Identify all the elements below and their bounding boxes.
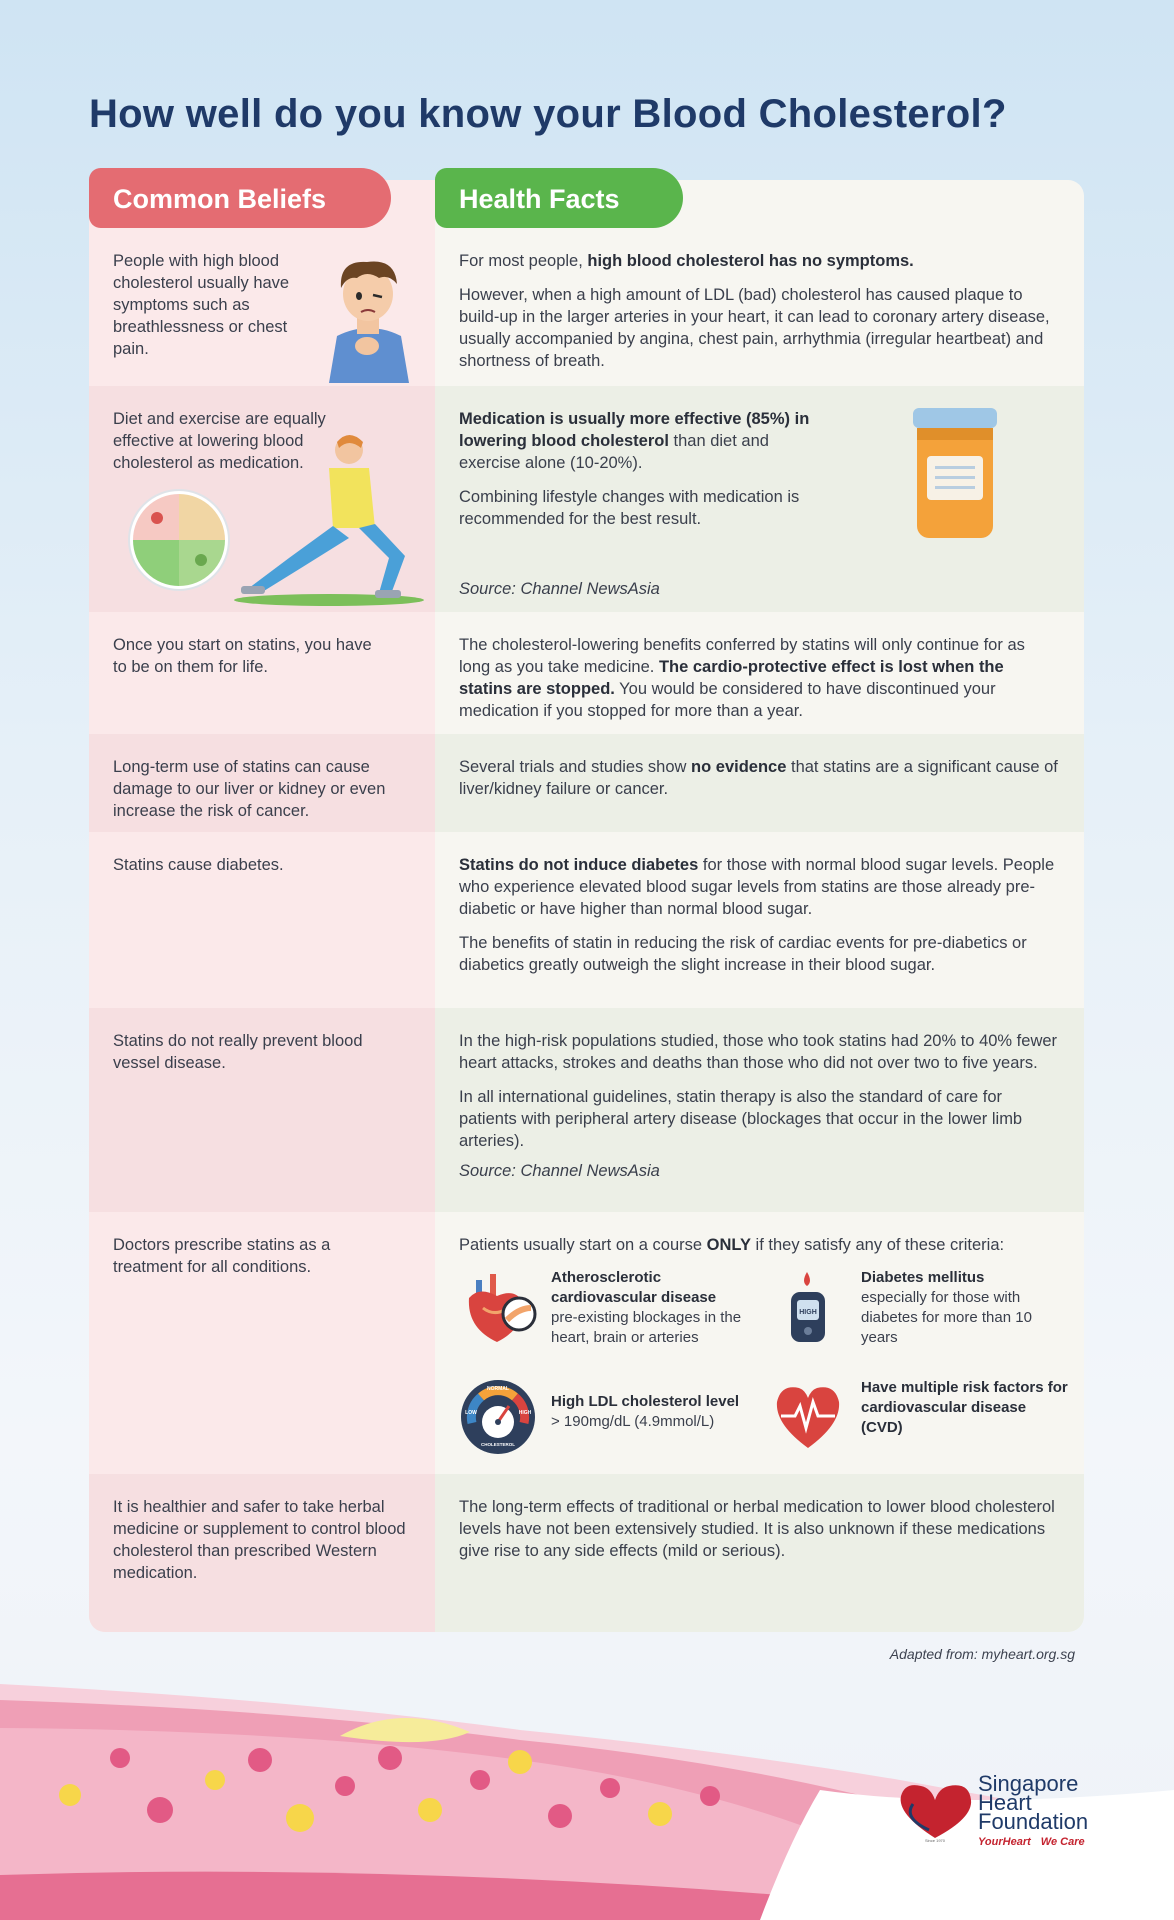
fact-cell <box>435 1474 1084 1632</box>
table-row <box>89 734 1084 832</box>
belief-cell <box>89 1474 435 1632</box>
criterion-text: Atherosclerotic cardiovascular disease pre-existing blockages in the heart, brain or arteries <box>551 1269 742 1346</box>
belief-cell <box>89 612 435 734</box>
belief-cell <box>89 734 435 832</box>
heartbeat-icon <box>769 1378 847 1456</box>
singapore-heart-foundation-logo <box>893 1770 1133 1850</box>
logo-line: Foundation <box>978 1809 1089 1834</box>
logo-since: Since 1970 <box>924 1838 946 1843</box>
belief-cell <box>89 1008 435 1212</box>
criteria-grid <box>459 1268 1068 1468</box>
source-text: Source: Channel NewsAsia <box>459 580 660 598</box>
fact-text: Statins do not induce diabetes for those with normal blood sugar levels. People who experience elevated blood sugar levels from statins are those already pre-diabetic or have higher than normal blood sugar. <box>459 856 1055 918</box>
criterion-text: Have multiple risk factors for cardiovascular disease (CVD) <box>861 1379 1068 1436</box>
belief-text: Once you start on statins, you have to be on them for life. <box>113 636 372 676</box>
logo-tagline <box>978 1836 1085 1848</box>
logo-line: Heart <box>978 1790 1032 1815</box>
fact-text: The benefits of statin in reducing the risk of cardiac events for pre-diabetics or diabetics greatly outweigh the slight increase in their blood sugar. <box>459 934 1027 974</box>
gauge-label-center: CHOLESTEROL <box>480 1442 516 1447</box>
table-row <box>89 1008 1084 1212</box>
glucose-meter-icon <box>769 1268 847 1346</box>
belief-text: Doctors prescribe statins as a treatment for all conditions. <box>113 1236 331 1276</box>
belief-text: Long-term use of statins can cause damage to our liver or kidney or even increase the risk of cancer. <box>113 758 386 820</box>
belief-text: It is healthier and safer to take herbal medicine or supplement to control blood cholesterol than prescribed Western medication. <box>113 1498 406 1582</box>
fact-cell <box>435 1212 1084 1474</box>
gauge-label-normal: NORMAL <box>487 1386 509 1392</box>
belief-cell <box>89 386 435 612</box>
stretching-person-illustration <box>229 428 429 608</box>
fact-cell <box>435 832 1084 1008</box>
fact-cell <box>435 386 1084 612</box>
fact-text: Medication is usually more effective (85%) in lowering blood cholesterol than diet and exercise alone (10-20%). <box>459 410 810 472</box>
belief-text: People with high blood cholesterol usually have symptoms such as breathlessness or chest pain. <box>113 252 290 358</box>
logo-tag: We Care <box>1040 1836 1085 1848</box>
logo-line: Singapore <box>978 1771 1079 1796</box>
belief-cell <box>89 1212 435 1474</box>
adapted-from-credit: Adapted from: myheart.org.sg <box>889 1646 1075 1662</box>
pill-bottle-icon <box>905 404 1005 544</box>
logo-wordmark <box>978 1771 1089 1834</box>
belief-cell <box>89 228 435 386</box>
fact-text: The long-term effects of traditional or herbal medication to lower blood cholesterol levels have not been extensively studied. It is also unknown if these medications give rise to any side effects (mild or serious). <box>459 1498 1055 1560</box>
belief-text: Statins cause diabetes. <box>113 856 284 874</box>
logo-tag: YourHeart <box>978 1836 1031 1848</box>
fact-cell <box>435 228 1084 386</box>
criterion-text: Diabetes mellitus especially for those with diabetes for more than 10 years <box>861 1269 1032 1346</box>
man-chest-pain-illustration <box>319 248 419 383</box>
common-beliefs-header: Common Beliefs <box>89 168 391 228</box>
table-row <box>89 228 1084 386</box>
fact-cell <box>435 1008 1084 1212</box>
table-row <box>89 386 1084 612</box>
meter-label: HIGH <box>799 1309 817 1316</box>
food-plate-illustration <box>127 488 231 592</box>
cholesterol-gauge-icon <box>459 1378 537 1456</box>
fact-cell <box>435 734 1084 832</box>
belief-text: Statins do not really prevent blood vessel disease. <box>113 1032 363 1072</box>
fact-text: For most people, high blood cholesterol has no symptoms. <box>459 252 914 270</box>
gauge-label-high: HIGH <box>518 1410 532 1416</box>
heart-artery-icon <box>459 1268 537 1346</box>
fact-text: In all international guidelines, statin therapy is also the standard of care for patients with peripheral artery disease (blockages that occur in the lower limb arteries). <box>459 1088 1023 1150</box>
fact-cell <box>435 612 1084 734</box>
belief-text: Diet and exercise are equally effective at lowering blood cholesterol as medication. <box>113 410 326 472</box>
fact-text: However, when a high amount of LDL (bad) cholesterol has caused plaque to build-up in the larger arteries in your heart, it can lead to coronary artery disease, usually accompanied by angina, chest pain, arrhythmia (irregular heartbeat) and shortness of breath. <box>459 286 1050 370</box>
fact-text: The cholesterol-lowering benefits conferred by statins will only continue for as long as you take medicine. The cardio-protective effect is lost when the statins are stopped. You would be considered to have discontinued your medication if you stopped for more than a year. <box>459 636 1025 720</box>
belief-cell <box>89 832 435 1008</box>
table-row <box>89 832 1084 1008</box>
heart-logo-icon <box>893 1778 977 1844</box>
table-row <box>89 1212 1084 1474</box>
page-title: How well do you know your Blood Cholesterol? <box>89 92 1007 136</box>
table-row <box>89 1474 1084 1632</box>
fact-text: Patients usually start on a course ONLY if they satisfy any of these criteria: <box>459 1236 1005 1254</box>
health-facts-header: Health Facts <box>435 168 683 228</box>
source-text: Source: Channel NewsAsia <box>459 1162 660 1180</box>
criterion-text: High LDL cholesterol level > 190mg/dL (4.9mmol/L) <box>551 1393 740 1430</box>
gauge-label-low: LOW <box>465 1410 477 1416</box>
fact-text: Several trials and studies show no evidence that statins are a significant cause of liver/kidney failure or cancer. <box>459 758 1058 798</box>
fact-text: In the high-risk populations studied, those who took statins had 20% to 40% fewer heart attacks, strokes and deaths than those who did not over two to five years. <box>459 1032 1058 1072</box>
fact-text: Combining lifestyle changes with medication is recommended for the best result. <box>459 488 800 528</box>
table-row <box>89 612 1084 734</box>
